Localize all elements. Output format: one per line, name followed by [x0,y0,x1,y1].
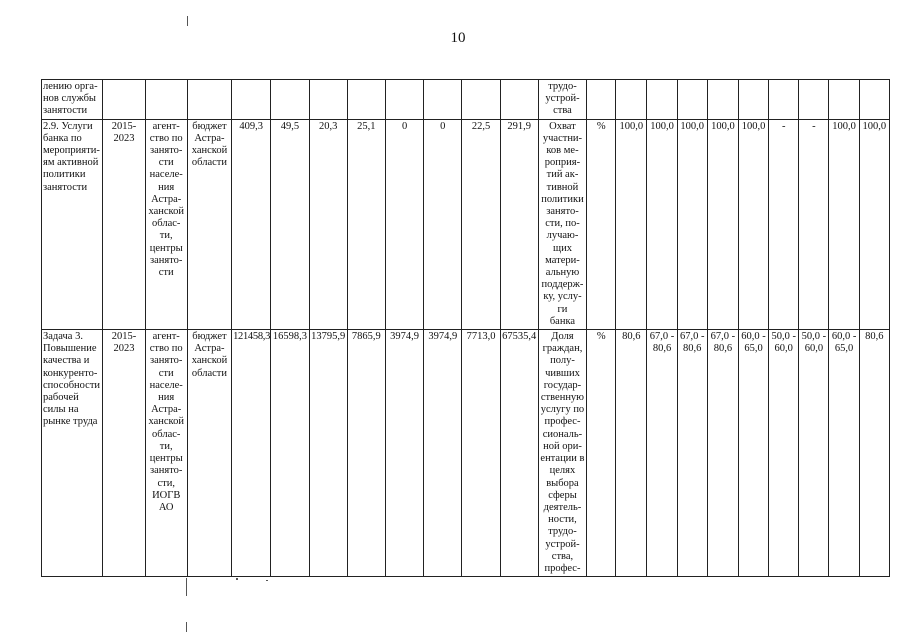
scan-mark [266,580,268,581]
scan-mark [236,578,238,580]
finance-cell: 25,1 [347,119,385,329]
finance-cell: 16598,3 [271,330,309,577]
value-cell: 60,0 - 65,0 [829,330,859,577]
page-number: 10 [450,30,466,46]
value-cell: - [799,119,829,329]
finance-cell: 291,9 [500,119,538,329]
finance-cell: 49,5 [271,119,309,329]
value-cell: 60,0 - 65,0 [738,330,768,577]
program-table [41,79,890,577]
finance-cell: 3974,9 [385,330,423,577]
finance-cell: 13795,9 [309,330,347,577]
table-row [42,119,890,329]
task-cell: Задача 3. Повышение качества и конкуренто- способности рабочей силы на рынке труда [42,330,103,577]
value-cell: 50,0 - 60,0 [769,330,799,577]
value-cell: 100,0 [859,119,889,329]
unit-cell: % [587,330,616,577]
finance-cell: 0 [385,119,423,329]
scan-mark [187,16,188,26]
finance-cell: 7713,0 [462,330,500,577]
value-cell: - [769,119,799,329]
task-cell: лению орга- нов службы занятости [42,80,103,120]
value-cell: 100,0 [829,119,859,329]
value-cell: 50,0 - 60,0 [799,330,829,577]
executor-cell: агент- ство по занято- сти населе- ния Астра- ханской облас- ти, центры занято- сти [145,119,187,329]
finance-cell: 121458,3 [232,330,271,577]
value-cell: 100,0 [616,119,647,329]
task-cell: 2.9. Услуги банка по мероприяти- ям активной политики занятости [42,119,103,329]
indicator-cell: трудо- устрой- ства [538,80,586,120]
value-cell: 100,0 [677,119,707,329]
value-cell: 80,6 [859,330,889,577]
finance-cell: 7865,9 [347,330,385,577]
period-cell: 2015- 2023 [103,119,145,329]
value-cell: 67,0 - 80,6 [707,330,738,577]
indicator-cell: Доля граждан, полу- чивших государ- ственную услугу по профес- сиональ- ной ори- ентации в целях выбора сферы деятель- ности, трудо- устрой- ства, профес- [538,330,586,577]
finance-cell: 0 [424,119,462,329]
finance-cell: 409,3 [232,119,271,329]
finance-cell: 20,3 [309,119,347,329]
finance-cell: 22,5 [462,119,500,329]
value-cell: 67,0 - 80,6 [647,330,677,577]
source-cell: бюджет Астра- ханской области [187,119,231,329]
period-cell: 2015- 2023 [103,330,145,577]
finance-cell: 3974,9 [424,330,462,577]
scan-mark [186,622,187,632]
value-cell: 100,0 [647,119,677,329]
scan-mark [186,578,187,596]
value-cell: 80,6 [616,330,647,577]
value-cell: 67,0 - 80,6 [677,330,707,577]
source-cell: бюджет Астра- ханской области [187,330,231,577]
value-cell: 100,0 [738,119,768,329]
finance-cell: 67535,4 [500,330,538,577]
executor-cell: агент- ство по занято- сти населе- ния Астра- ханской облас- ти, центры занято- сти, ИОГВ АО [145,330,187,577]
indicator-cell: Охват участни- ков ме- роприя- тий ак- тивной политики занято- сти, по- лучаю- щих матери- альную поддерж- ку, услу- ги банка [538,119,586,329]
table-row [42,330,890,577]
value-cell: 100,0 [707,119,738,329]
unit-cell: % [587,119,616,329]
table-row [42,80,890,120]
